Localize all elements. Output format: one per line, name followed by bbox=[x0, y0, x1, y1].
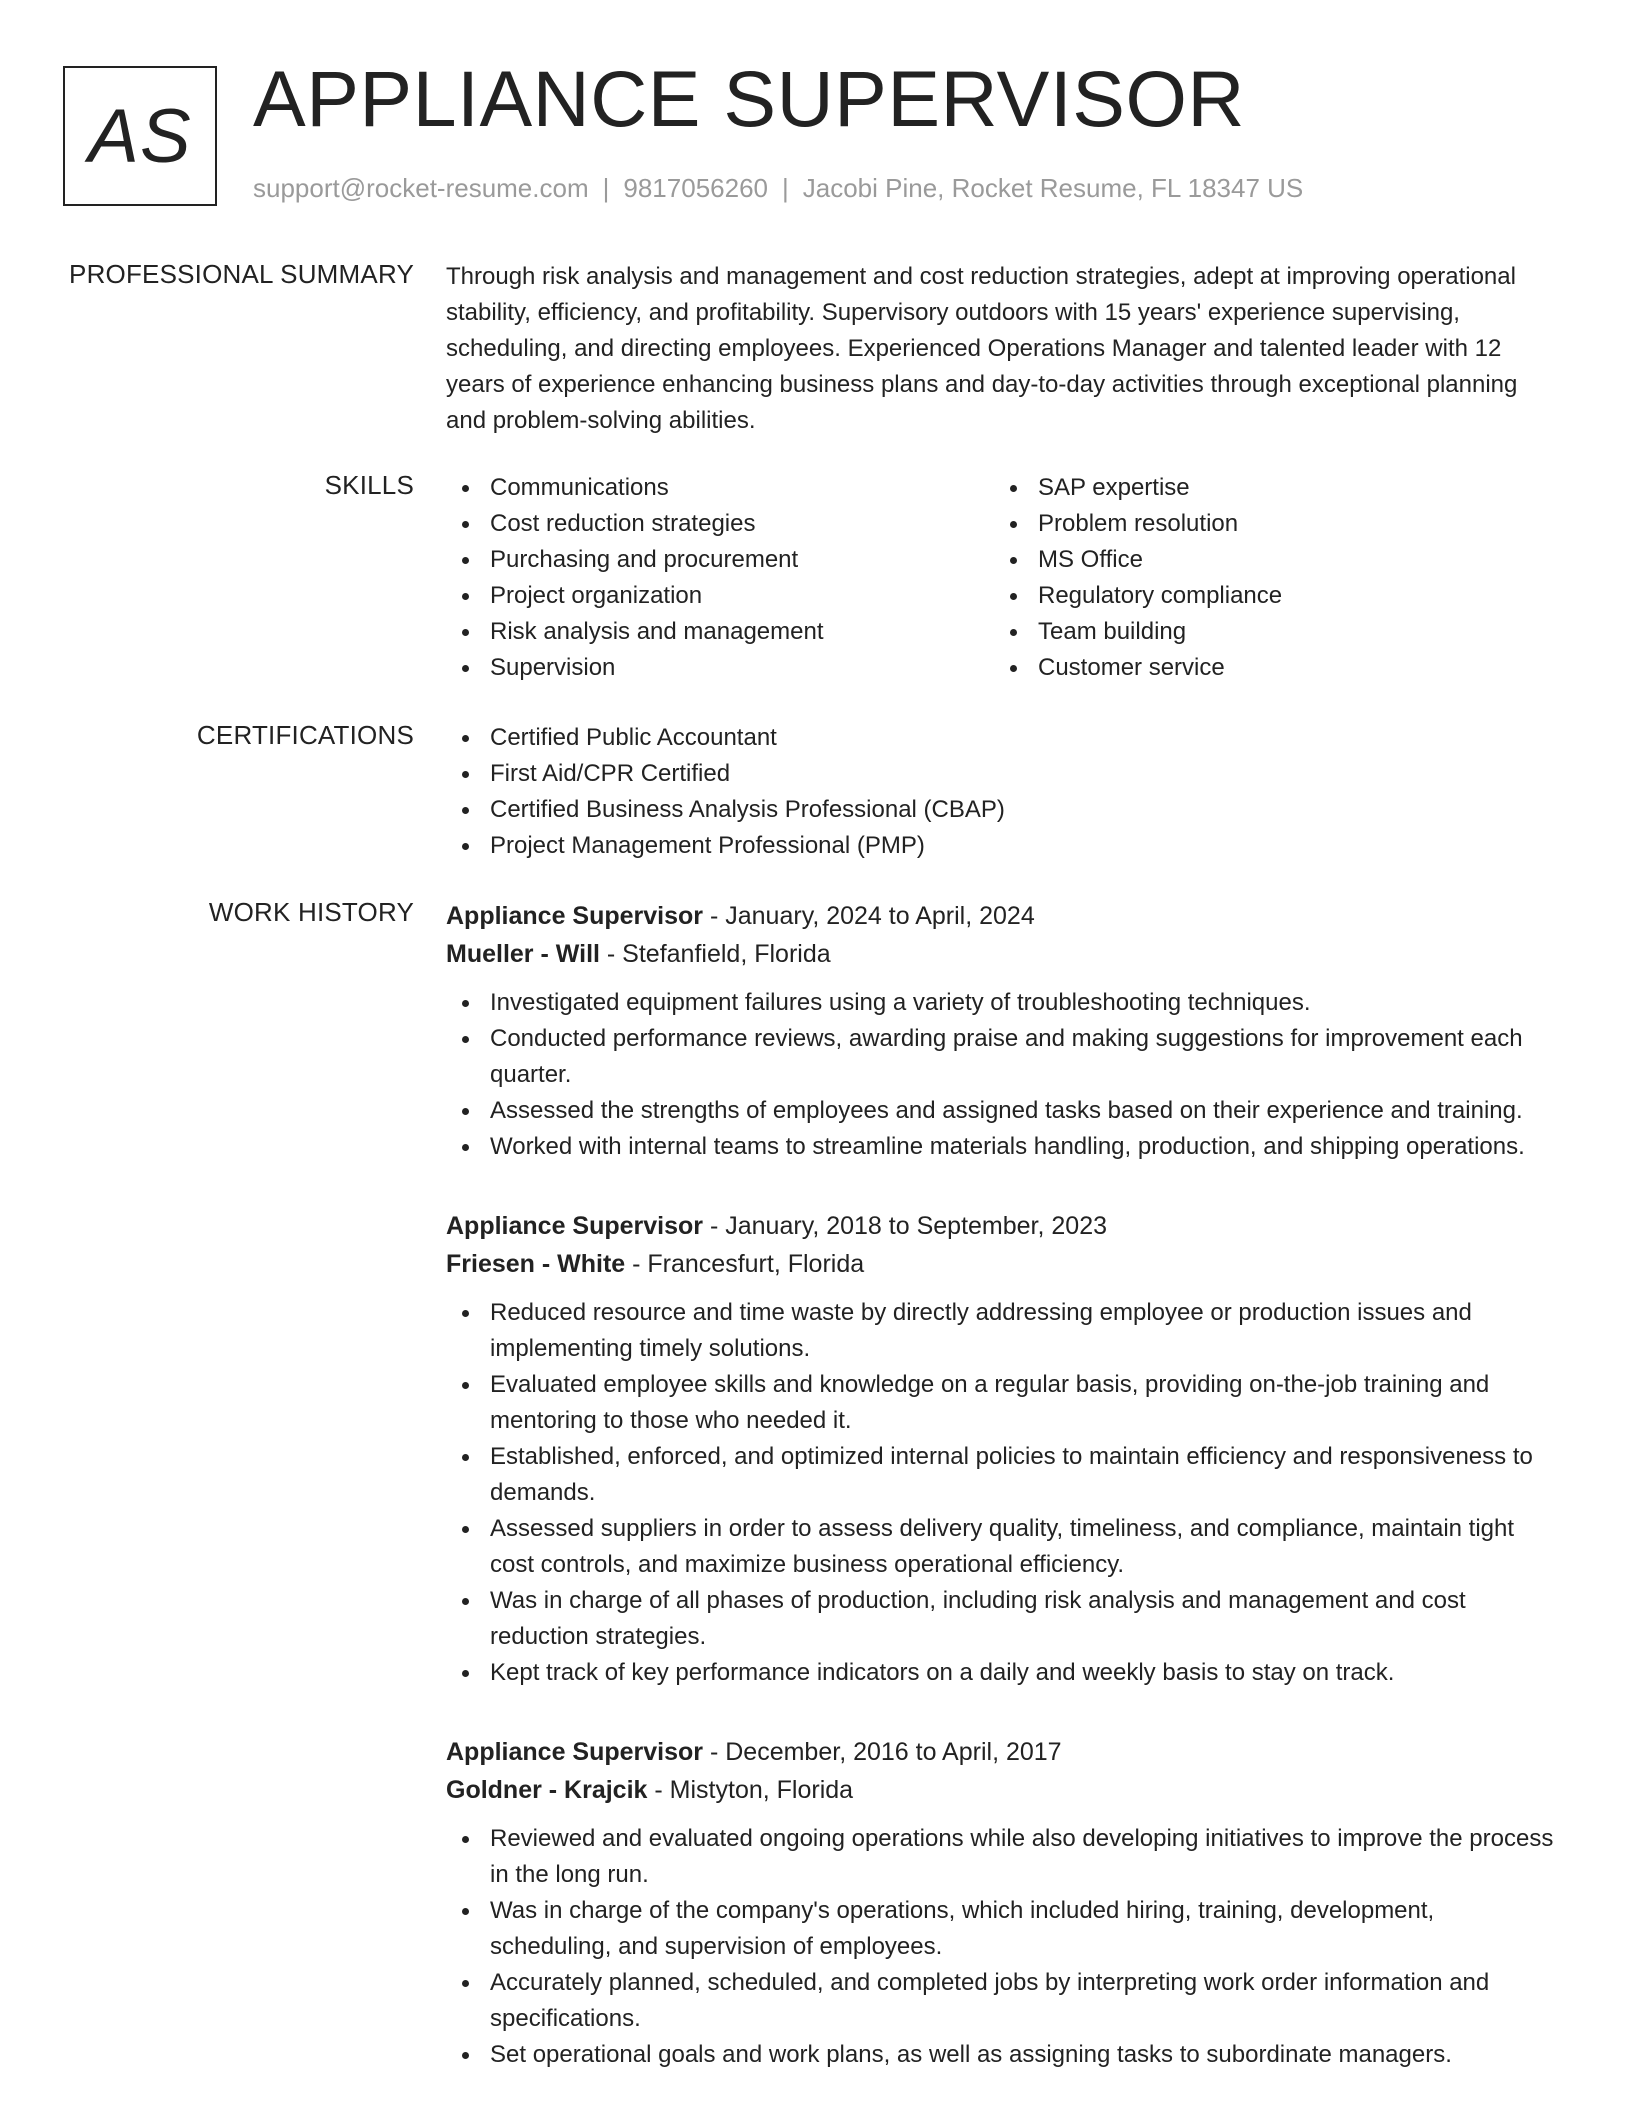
job-title-line bbox=[446, 897, 1561, 935]
skills-grid bbox=[446, 470, 1561, 686]
contact-line bbox=[253, 173, 1303, 204]
job-bullets bbox=[446, 1295, 1561, 1691]
job-company-line bbox=[446, 1245, 1561, 1283]
certifications-heading: CERTIFICATIONS bbox=[196, 720, 414, 750]
job-entry bbox=[446, 1733, 1561, 2073]
contact-email: support@rocket-resume.com bbox=[253, 173, 589, 203]
skill-item: Communications bbox=[446, 470, 994, 506]
job-dates: - January, 2024 to April, 2024 bbox=[703, 902, 1035, 930]
page-title: APPLIANCE SUPERVISOR bbox=[253, 54, 1245, 143]
job-company-line bbox=[446, 935, 1561, 973]
contact-separator: | bbox=[782, 173, 789, 203]
job-bullet: Worked with internal teams to streamline materials handling, production, and shipping operations. bbox=[446, 1129, 1561, 1165]
job-company: Mueller - Will bbox=[446, 940, 600, 968]
job-company: Goldner - Krajcik bbox=[446, 1776, 648, 1804]
job-bullet: Assessed the strengths of employees and assigned tasks based on their experience and training. bbox=[446, 1093, 1561, 1129]
skill-item: Cost reduction strategies bbox=[446, 506, 994, 542]
job-location: - Mistyton, Florida bbox=[647, 1776, 854, 1804]
job-dates: - January, 2018 to September, 2023 bbox=[703, 1212, 1107, 1240]
skill-item: Supervision bbox=[446, 650, 994, 686]
job-bullet: Established, enforced, and optimized internal policies to maintain efficiency and responsiveness to demands. bbox=[446, 1439, 1561, 1511]
job-bullet: Reviewed and evaluated ongoing operations while also developing initiatives to improve the process in the long run. bbox=[446, 1821, 1561, 1893]
job-bullet: Set operational goals and work plans, as well as assigning tasks to subordinate managers. bbox=[446, 2037, 1561, 2073]
job-bullet: Investigated equipment failures using a variety of troubleshooting techniques. bbox=[446, 985, 1561, 1021]
certification-item: Certified Public Accountant bbox=[446, 720, 1561, 756]
contact-phone: 9817056260 bbox=[623, 173, 768, 203]
certification-item: Certified Business Analysis Professional (CBAP) bbox=[446, 792, 1561, 828]
job-bullets bbox=[446, 1821, 1561, 2073]
job-bullet: Was in charge of all phases of production, including risk analysis and management and cost reduction strategies. bbox=[446, 1583, 1561, 1655]
job-title-line bbox=[446, 1207, 1561, 1245]
summary-body bbox=[446, 259, 1561, 439]
skills-body bbox=[446, 470, 1561, 686]
skill-item: Project organization bbox=[446, 578, 994, 614]
job-location: - Francesfurt, Florida bbox=[625, 1250, 865, 1278]
skill-item: MS Office bbox=[994, 542, 1542, 578]
job-bullet: Assessed suppliers in order to assess delivery quality, timeliness, and compliance, maintain tight cost controls, and maximize business operational efficiency. bbox=[446, 1511, 1561, 1583]
job-location: - Stefanfield, Florida bbox=[599, 940, 831, 968]
job-dates: - December, 2016 to April, 2017 bbox=[703, 1738, 1062, 1766]
skill-item: Customer service bbox=[994, 650, 1542, 686]
skills-column-2 bbox=[994, 470, 1542, 686]
monogram-badge: AS bbox=[63, 66, 217, 206]
certification-item: Project Management Professional (PMP) bbox=[446, 828, 1561, 864]
job-bullet: Kept track of key performance indicators on a daily and weekly basis to stay on track. bbox=[446, 1655, 1561, 1691]
skills-column-1 bbox=[446, 470, 994, 686]
job-company-line bbox=[446, 1771, 1561, 1809]
certification-item: First Aid/CPR Certified bbox=[446, 756, 1561, 792]
job-entry bbox=[446, 897, 1561, 1165]
skill-item: SAP expertise bbox=[994, 470, 1542, 506]
contact-address: Jacobi Pine, Rocket Resume, FL 18347 US bbox=[802, 173, 1304, 203]
skill-item: Problem resolution bbox=[994, 506, 1542, 542]
skill-item: Risk analysis and management bbox=[446, 614, 994, 650]
job-bullet: Was in charge of the company's operations, which included hiring, training, development, scheduling, and supervision of employees. bbox=[446, 1893, 1561, 1965]
job-bullets bbox=[446, 985, 1561, 1165]
job-bullet: Reduced resource and time waste by directly addressing employee or production issues and implementing timely solutions. bbox=[446, 1295, 1561, 1367]
certifications-list bbox=[446, 720, 1561, 864]
job-role: Appliance Supervisor bbox=[446, 902, 704, 930]
certifications-body bbox=[446, 720, 1561, 864]
work-history-heading: WORK HISTORY bbox=[208, 897, 414, 927]
summary-heading: PROFESSIONAL SUMMARY bbox=[69, 259, 414, 289]
skill-item: Purchasing and procurement bbox=[446, 542, 994, 578]
job-bullet: Evaluated employee skills and knowledge on a regular basis, providing on-the-job training and mentoring to those who needed it. bbox=[446, 1367, 1561, 1439]
skills-heading: SKILLS bbox=[324, 470, 414, 500]
skill-item: Regulatory compliance bbox=[994, 578, 1542, 614]
job-role: Appliance Supervisor bbox=[446, 1212, 704, 1240]
job-title-line bbox=[446, 1733, 1561, 1771]
job-company: Friesen - White bbox=[446, 1250, 626, 1278]
skill-item: Team building bbox=[994, 614, 1542, 650]
job-role: Appliance Supervisor bbox=[446, 1738, 704, 1766]
job-bullet: Conducted performance reviews, awarding praise and making suggestions for improvement each quarter. bbox=[446, 1021, 1561, 1093]
job-entry bbox=[446, 1207, 1561, 1691]
work-history-body bbox=[446, 897, 1561, 2115]
contact-separator: | bbox=[602, 173, 610, 203]
job-bullet: Accurately planned, scheduled, and completed jobs by interpreting work order information and specifications. bbox=[446, 1965, 1561, 2037]
summary-text: Through risk analysis and management and cost reduction strategies, adept at improving operational stability, efficiency, and profitability. Supervisory outdoors with 15 years' experience supervising, scheduling, and directing employees. Experienced Operations Manager and talented leader with 12 years of experience enhancing business plans and day-to-day activities through exceptional planning and problem-solving abilities. bbox=[446, 263, 1518, 434]
